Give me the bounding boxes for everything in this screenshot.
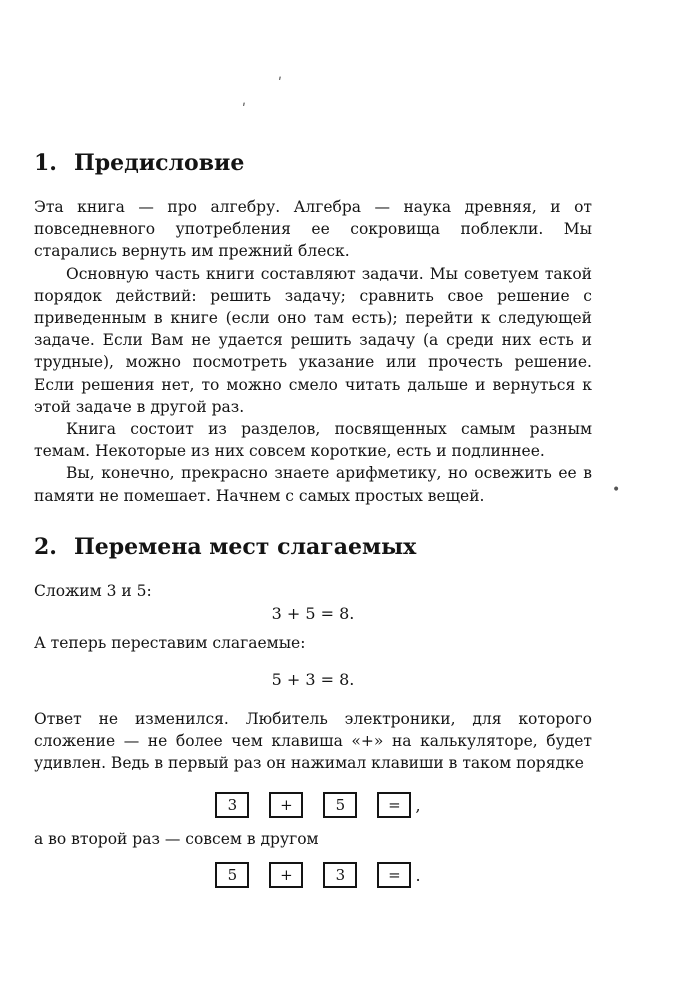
- calculator-key: =: [377, 792, 411, 818]
- paragraph-text: Ответ не изменился. Любитель электроники, для которого сложение — не более чем клавиша «+» на калькуляторе, будет удивлен. Ведь в первый раз он нажимал клавиши в таком порядке: [34, 710, 592, 773]
- section-number: 1.: [34, 150, 57, 176]
- paragraph: Эта книга — про алгебру. Алгебра — наука древняя, и от повседневного употребления ее сокровища поблекли. Мы старались вернуть им прежний блеск.: [34, 198, 592, 261]
- key-sequence: [34, 792, 592, 818]
- calculator-key: 5: [215, 862, 249, 888]
- scan-mark: ʹ: [242, 102, 246, 118]
- paragraph: [34, 708, 592, 775]
- text-line: А теперь переставим слагаемые:: [34, 634, 306, 652]
- calculator-key: 3: [323, 862, 357, 888]
- calculator-key: +: [269, 792, 303, 818]
- calculator-key: 5: [323, 792, 357, 818]
- calculator-key: 3: [215, 792, 249, 818]
- paragraph: Книга состоит из разделов, посвященных самым разным темам. Некоторые из них совсем короткие, есть и подлиннее.: [34, 420, 592, 461]
- section-heading: [34, 150, 244, 176]
- intro-text: Сложим 3 и 5:: [34, 582, 152, 600]
- scan-mark: •: [612, 482, 621, 498]
- paragraph: Вы, конечно, прекрасно знаете арифметику, но освежить ее в памяти не помешает. Начнем с самых простых вещей.: [34, 464, 592, 505]
- text-line: а во второй раз — совсем в другом: [34, 830, 319, 848]
- paragraph: Основную часть книги составляют задачи. Мы советуем такой порядок действий: решить задачу; сравнить свое решение с приведенным в книге (если оно там есть); перейти к следующей задаче. Если Вам не удается решить задачу (а среди них есть и трудные), можно посмотреть указание или прочесть решение. Если решения нет, то можно смело читать дальше и вернуться к этой задаче в другой раз.: [34, 264, 592, 416]
- equation: 3 + 5 = 8.: [271, 604, 355, 623]
- punctuation: .: [415, 865, 421, 885]
- scan-mark: ʹ: [278, 76, 282, 92]
- calculator-key: =: [377, 862, 411, 888]
- key-sequence: [34, 862, 592, 888]
- section-number: 2.: [34, 534, 57, 560]
- section-title: Предисловие: [74, 150, 245, 176]
- punctuation: ,: [415, 795, 421, 815]
- section-title: Перемена мест слагаемых: [74, 534, 417, 560]
- section-heading: [34, 534, 416, 560]
- calculator-key: +: [269, 862, 303, 888]
- equation: 5 + 3 = 8.: [271, 670, 355, 689]
- section-body: [34, 196, 592, 507]
